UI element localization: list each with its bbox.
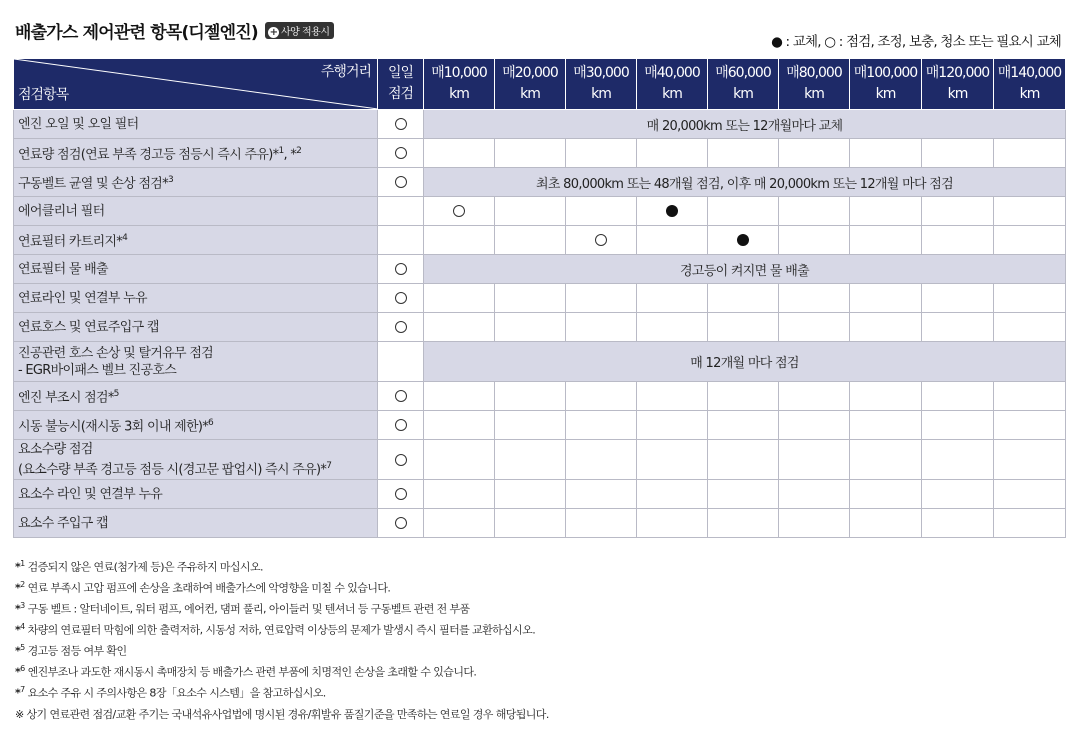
interval-cell [708,197,779,226]
spec-badge [265,22,333,39]
interval-cell [779,480,850,509]
interval-cell [566,440,637,480]
table-row [14,226,1066,255]
interval-cell [708,480,779,509]
item-name: 진공관련 호스 손상 및 탈거유무 점검 - EGR바이패스 벨브 진공호스 [14,342,378,382]
interval-span-cell: 매 20,000km 또는 12개월마다 교체 [424,110,1066,139]
interval-cell [850,411,922,440]
daily-header-label: 일일 점검 [387,65,414,102]
daily-check-cell [378,226,424,255]
check-mark-icon [395,517,407,529]
table-body [14,110,1066,538]
footnote: *$^7$ 요소수 주유 시 주의사항은 8장「요소수 시스템」을 참고하십시오. [15,685,326,700]
interval-cell [495,382,566,411]
interval-cell [922,440,994,480]
interval-cell [424,197,495,226]
footnote: *$^3$ 구동 벨트 : 알터네이트, 워터 펌프, 에어컨, 댐퍼 풀리, 아이들러 및 텐셔너 등 구동벨트 관련 전 부품 [15,601,470,616]
check-mark-icon [395,454,407,466]
table-row [14,440,1066,480]
interval-cell [566,411,637,440]
interval-cell [495,226,566,255]
interval-cell [566,313,637,342]
item-name: 시동 불능시(재시동 3회 이내 제한)*$^6$ [14,411,378,440]
interval-cell [566,480,637,509]
interval-cell [708,509,779,538]
table-row [14,342,1066,382]
interval-cell [708,411,779,440]
interval-cell [424,313,495,342]
daily-check-cell [378,139,424,168]
interval-header: 매100,000 km [850,59,922,110]
plus-circle-icon: + [269,27,278,38]
interval-cell [994,197,1066,226]
header-corner [14,59,378,110]
item-header: 점검항목 [18,87,69,103]
interval-cell [850,226,922,255]
item-name: 연료라인 및 연결부 누유 [14,284,378,313]
check-mark-icon [595,234,607,246]
badge-label: 사양 적용시 [281,27,330,38]
table-row [14,382,1066,411]
interval-header: 매80,000 km [779,59,850,110]
interval-cell [637,284,708,313]
interval-cell [566,226,637,255]
interval-cell [922,382,994,411]
maintenance-table [13,58,1066,538]
interval-cell [994,440,1066,480]
table-row [14,255,1066,284]
interval-cell [424,382,495,411]
check-mark-icon [395,176,407,188]
item-name: 요소수 주입구 캡 [14,509,378,538]
interval-header: 매60,000 km [708,59,779,110]
replace-mark-icon [666,205,678,217]
table-row [14,284,1066,313]
interval-cell [708,284,779,313]
check-mark-icon [395,419,407,431]
interval-cell [495,411,566,440]
interval-cell [637,440,708,480]
interval-cell [994,313,1066,342]
check-mark-icon [395,118,407,130]
interval-cell [637,313,708,342]
footnote-text: 연료 부족시 고압 펌프에 손상을 초래하여 배출가스에 악영향을 미칠 수 있습니다. [27,581,391,595]
interval-header: 매140,000 km [994,59,1066,110]
table-row [14,509,1066,538]
interval-cell [495,197,566,226]
interval-cell [495,139,566,168]
interval-cell [779,382,850,411]
footnote: *$^1$ 검증되지 않은 연료(첨가제 등)은 주유하지 마십시오. [15,559,263,574]
interval-cell [994,139,1066,168]
footnote: *$^6$ 엔진부조나 과도한 재시동시 촉매장치 등 배출가스 관련 부품에 치명적인 손상을 초래할 수 있습니다. [15,664,477,679]
footnote-text: 차량의 연료필터 막힘에 의한 출력저하, 시동성 저하, 연료압력 이상등의 문제가 발생시 즉시 필터를 교환하십시오. [27,623,536,637]
check-mark-icon [395,263,407,275]
interval-cell [850,313,922,342]
interval-cell [779,284,850,313]
interval-cell [779,440,850,480]
interval-cell [708,226,779,255]
interval-span-cell: 최초 80,000km 또는 48개월 점검, 이후 매 20,000km 또는 12개월 마다 점검 [424,168,1066,197]
interval-header: 매120,000 km [922,59,994,110]
interval-cell [708,313,779,342]
check-mark-icon [395,488,407,500]
interval-cell [994,284,1066,313]
interval-header: 매40,000 km [637,59,708,110]
interval-cell [850,509,922,538]
check-mark-icon [395,321,407,333]
interval-cell [495,509,566,538]
replace-mark-icon [737,234,749,246]
interval-cell [424,284,495,313]
daily-header [378,59,424,110]
daily-check-cell [378,509,424,538]
interval-cell [424,440,495,480]
interval-cell [495,313,566,342]
distance-header: 주행거리 [320,64,371,80]
check-mark-icon [395,390,407,402]
item-name: 구동벨트 균열 및 손상 점검*$^3$ [14,168,378,197]
footnote-text: 엔진부조나 과도한 재시동시 촉매장치 등 배출가스 관련 부품에 치명적인 손상을 초래할 수 있습니다. [27,665,477,679]
daily-check-cell [378,255,424,284]
interval-cell [850,382,922,411]
interval-cell [424,226,495,255]
footnote-text: 경고등 점등 여부 확인 [27,644,127,658]
table-row [14,480,1066,509]
check-mark-icon [395,292,407,304]
interval-cell [994,509,1066,538]
item-name: 연료필터 카트리지*$^4$ [14,226,378,255]
item-name: 연료량 점검(연료 부족 경고등 점등시 즉시 주유)*$^1$, *$^2$ [14,139,378,168]
item-name: 요소수 라인 및 연결부 누유 [14,480,378,509]
interval-cell [637,382,708,411]
interval-cell [637,411,708,440]
interval-cell [708,139,779,168]
daily-check-cell [378,197,424,226]
daily-check-cell [378,342,424,382]
daily-check-cell [378,168,424,197]
interval-header: 매30,000 km [566,59,637,110]
daily-check-cell [378,440,424,480]
footnote: *$^5$ 경고등 점등 여부 확인 [15,643,127,658]
footnote-text: 구동 벨트 : 알터네이트, 워터 펌프, 에어컨, 댐퍼 풀리, 아이들러 및 텐셔너 등 구동벨트 관련 전 부품 [27,602,470,616]
interval-span-cell: 경고등이 켜지면 물 배출 [424,255,1066,284]
interval-cell [424,509,495,538]
interval-cell [637,139,708,168]
interval-header: 매20,000 km [495,59,566,110]
interval-cell [850,284,922,313]
table-row [14,197,1066,226]
footnote: *$^2$ 연료 부족시 고압 펌프에 손상을 초래하여 배출가스에 악영향을 미칠 수 있습니다. [15,580,391,595]
interval-cell [779,197,850,226]
header-row [14,59,1066,110]
footnotes [15,553,549,725]
interval-header: 매10,000 km [424,59,495,110]
interval-cell [779,139,850,168]
daily-check-cell [378,110,424,139]
interval-cell [922,411,994,440]
interval-cell [850,197,922,226]
interval-span-cell: 매 12개월 마다 점검 [424,342,1066,382]
interval-cell [495,440,566,480]
interval-cell [566,284,637,313]
interval-cell [779,509,850,538]
interval-cell [424,411,495,440]
interval-cell [566,139,637,168]
item-name: 요소수량 점검 (요소수량 부족 경고등 점등 시(경고문 팝업시) 즉시 주유)*$^7$ [14,440,378,480]
interval-cell [495,284,566,313]
daily-check-cell [378,411,424,440]
table-row [14,313,1066,342]
title-text: 배출가스 제어관련 항목(디젤엔진) [15,23,258,43]
table-row [14,168,1066,197]
final-note: ※ 상기 연료관련 점검/교환 주기는 국내석유사업법에 명시된 경유/휘발유 품질기준을 만족하는 연료일 경우 해당됩니다. [15,708,549,721]
interval-cell [779,226,850,255]
interval-cell [850,139,922,168]
footnote: *$^4$ 차량의 연료필터 막힘에 의한 출력저하, 시동성 저하, 연료압력 이상등의 문제가 발생시 즉시 필터를 교환하십시오. [15,622,536,637]
table-row [14,110,1066,139]
interval-cell [994,382,1066,411]
interval-cell [922,480,994,509]
interval-cell [424,139,495,168]
item-name: 연료호스 및 연료주입구 캡 [14,313,378,342]
daily-check-cell [378,313,424,342]
daily-check-cell [378,284,424,313]
page-title [15,18,334,43]
interval-cell [922,313,994,342]
interval-cell [566,197,637,226]
interval-cell [779,411,850,440]
check-mark-icon [453,205,465,217]
item-name: 엔진 오일 및 오일 필터 [14,110,378,139]
interval-cell [850,480,922,509]
daily-check-cell [378,382,424,411]
interval-cell [994,411,1066,440]
interval-cell [495,480,566,509]
interval-cell [922,197,994,226]
interval-cell [708,440,779,480]
interval-cell [779,313,850,342]
interval-cell [850,440,922,480]
table-row [14,139,1066,168]
interval-cell [994,226,1066,255]
item-name: 엔진 부조시 점검*$^5$ [14,382,378,411]
symbol-legend: ● : 교체, ○ : 점검, 조정, 보충, 청소 또는 필요시 교체 [771,34,1061,50]
item-name: 연료필터 물 배출 [14,255,378,284]
interval-cell [922,139,994,168]
item-name: 에어클리너 필터 [14,197,378,226]
footnote-text: 요소수 주유 시 주의사항은 8장「요소수 시스템」을 참고하십시오. [27,686,326,700]
interval-cell [637,480,708,509]
interval-cell [637,226,708,255]
interval-cell [922,226,994,255]
interval-cell [424,480,495,509]
interval-cell [637,509,708,538]
check-mark-icon [395,147,407,159]
interval-cell [637,197,708,226]
interval-cell [566,382,637,411]
daily-check-cell [378,480,424,509]
interval-cell [708,382,779,411]
footnote-text: 검증되지 않은 연료(첨가제 등)은 주유하지 마십시오. [27,560,263,574]
table-row [14,411,1066,440]
interval-cell [922,284,994,313]
interval-cell [922,509,994,538]
interval-cell [994,480,1066,509]
interval-cell [566,509,637,538]
